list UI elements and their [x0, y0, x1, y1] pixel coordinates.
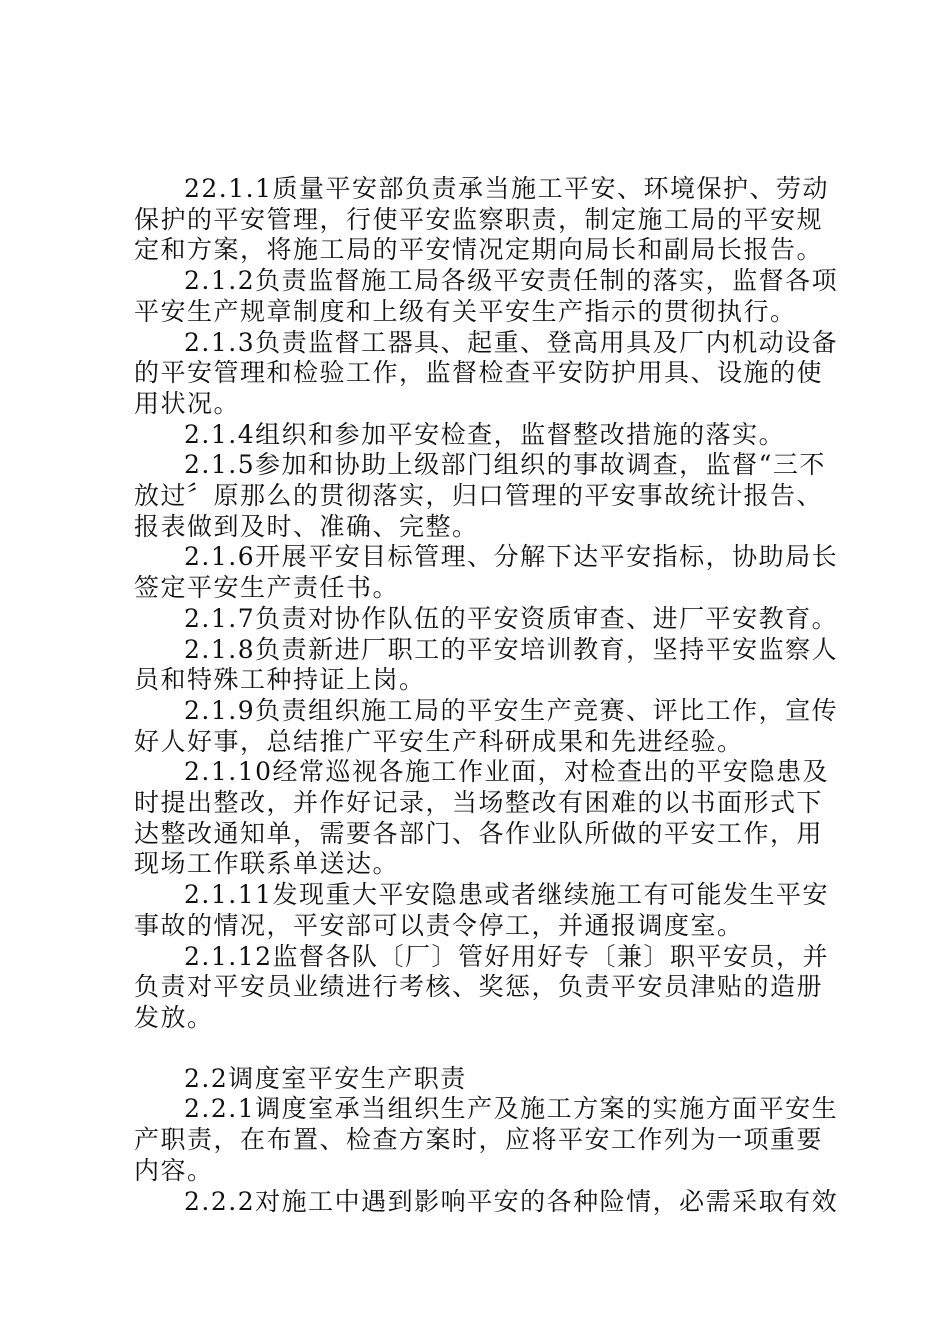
paragraph-2-1-7: 2.1.7负责对协作队伍的平安资质审查、进厂平安教育。 [184, 603, 839, 633]
paragraph-2-1-8: 2.1.8负责新进厂职工的平安培训教育，坚持平安监察人员和特殊工种持证上岗。 [134, 634, 839, 695]
paragraph-2-1-12: 2.1.12监督各队〔厂〕管好用好专〔兼〕职平安员，并负责对平安员业绩进行考核、奖惩，负责平安员津贴的造册发放。 [134, 941, 830, 1032]
paragraph-2-1-10: 2.1.10经常巡视各施工作业面，对检查出的平安隐患及时提出整改，并作好记录，当场整改有困难的以书面形式下达整改通知单，需要各部门、各作业队所做的平安工作，用现场工作联系单送达。 [134, 757, 830, 879]
paragraph-2-1-6: 2.1.6开展平安目标管理、分解下达平安指标，协助局长签定平安生产责任书。 [134, 542, 839, 603]
paragraph-2-2-2: 2.2.2对施工中遇到影响平安的各种险情，必需采取有效 [184, 1186, 839, 1216]
paragraph-2-1-3: 2.1.3负责监督工器具、起重、登高用具及厂内机动设备的平安管理和检验工作，监督检查平安防护用具、设施的使用状况。 [134, 327, 839, 418]
paragraph-2-1-4: 2.1.4组织和参加平安检查，监督整改措施的落实。 [184, 419, 786, 449]
paragraph-2-1-11: 2.1.11发现重大平安隐患或者继续施工有可能发生平安事故的情况，平安部可以责令停工，并通报调度室。 [134, 880, 830, 940]
paragraph-2-1-2: 2.1.2负责监督施工局各级平安责任制的落实，监督各项平安生产规章制度和上级有关平安生产指示的贯彻执行。 [134, 266, 839, 326]
paragraph-2-1-5: 2.1.5参加和协助上级部门组织的事故调查，监督“三不放过〞原那么的贯彻落实，归口管理的平安事故统计报告、报表做到及时、准确、完整。 [134, 450, 826, 541]
paragraph-2-1-9: 2.1.9负责组织施工局的平安生产竞赛、评比工作，宣传好人好事，总结推广平安生产科研成果和先进经验。 [134, 695, 839, 756]
document-body [134, 174, 846, 1217]
section-spacer [134, 1034, 846, 1064]
paragraph-2-1-1: 22.1.1质量平安部负责承当施工平安、环境保护、劳动保护的平安管理，行使平安监察职责，制定施工局的平安规定和方案，将施工局的平安情况定期向局长和副局长报告。 [134, 174, 830, 265]
paragraph-2-2-1: 2.2.1调度室承当组织生产及施工方案的实施方面平安生产职责，在布置、检查方案时，应将平安工作列为一项重要内容。 [134, 1094, 839, 1185]
section-heading-2-2: 2.2调度室平安生产职责 [184, 1063, 467, 1093]
